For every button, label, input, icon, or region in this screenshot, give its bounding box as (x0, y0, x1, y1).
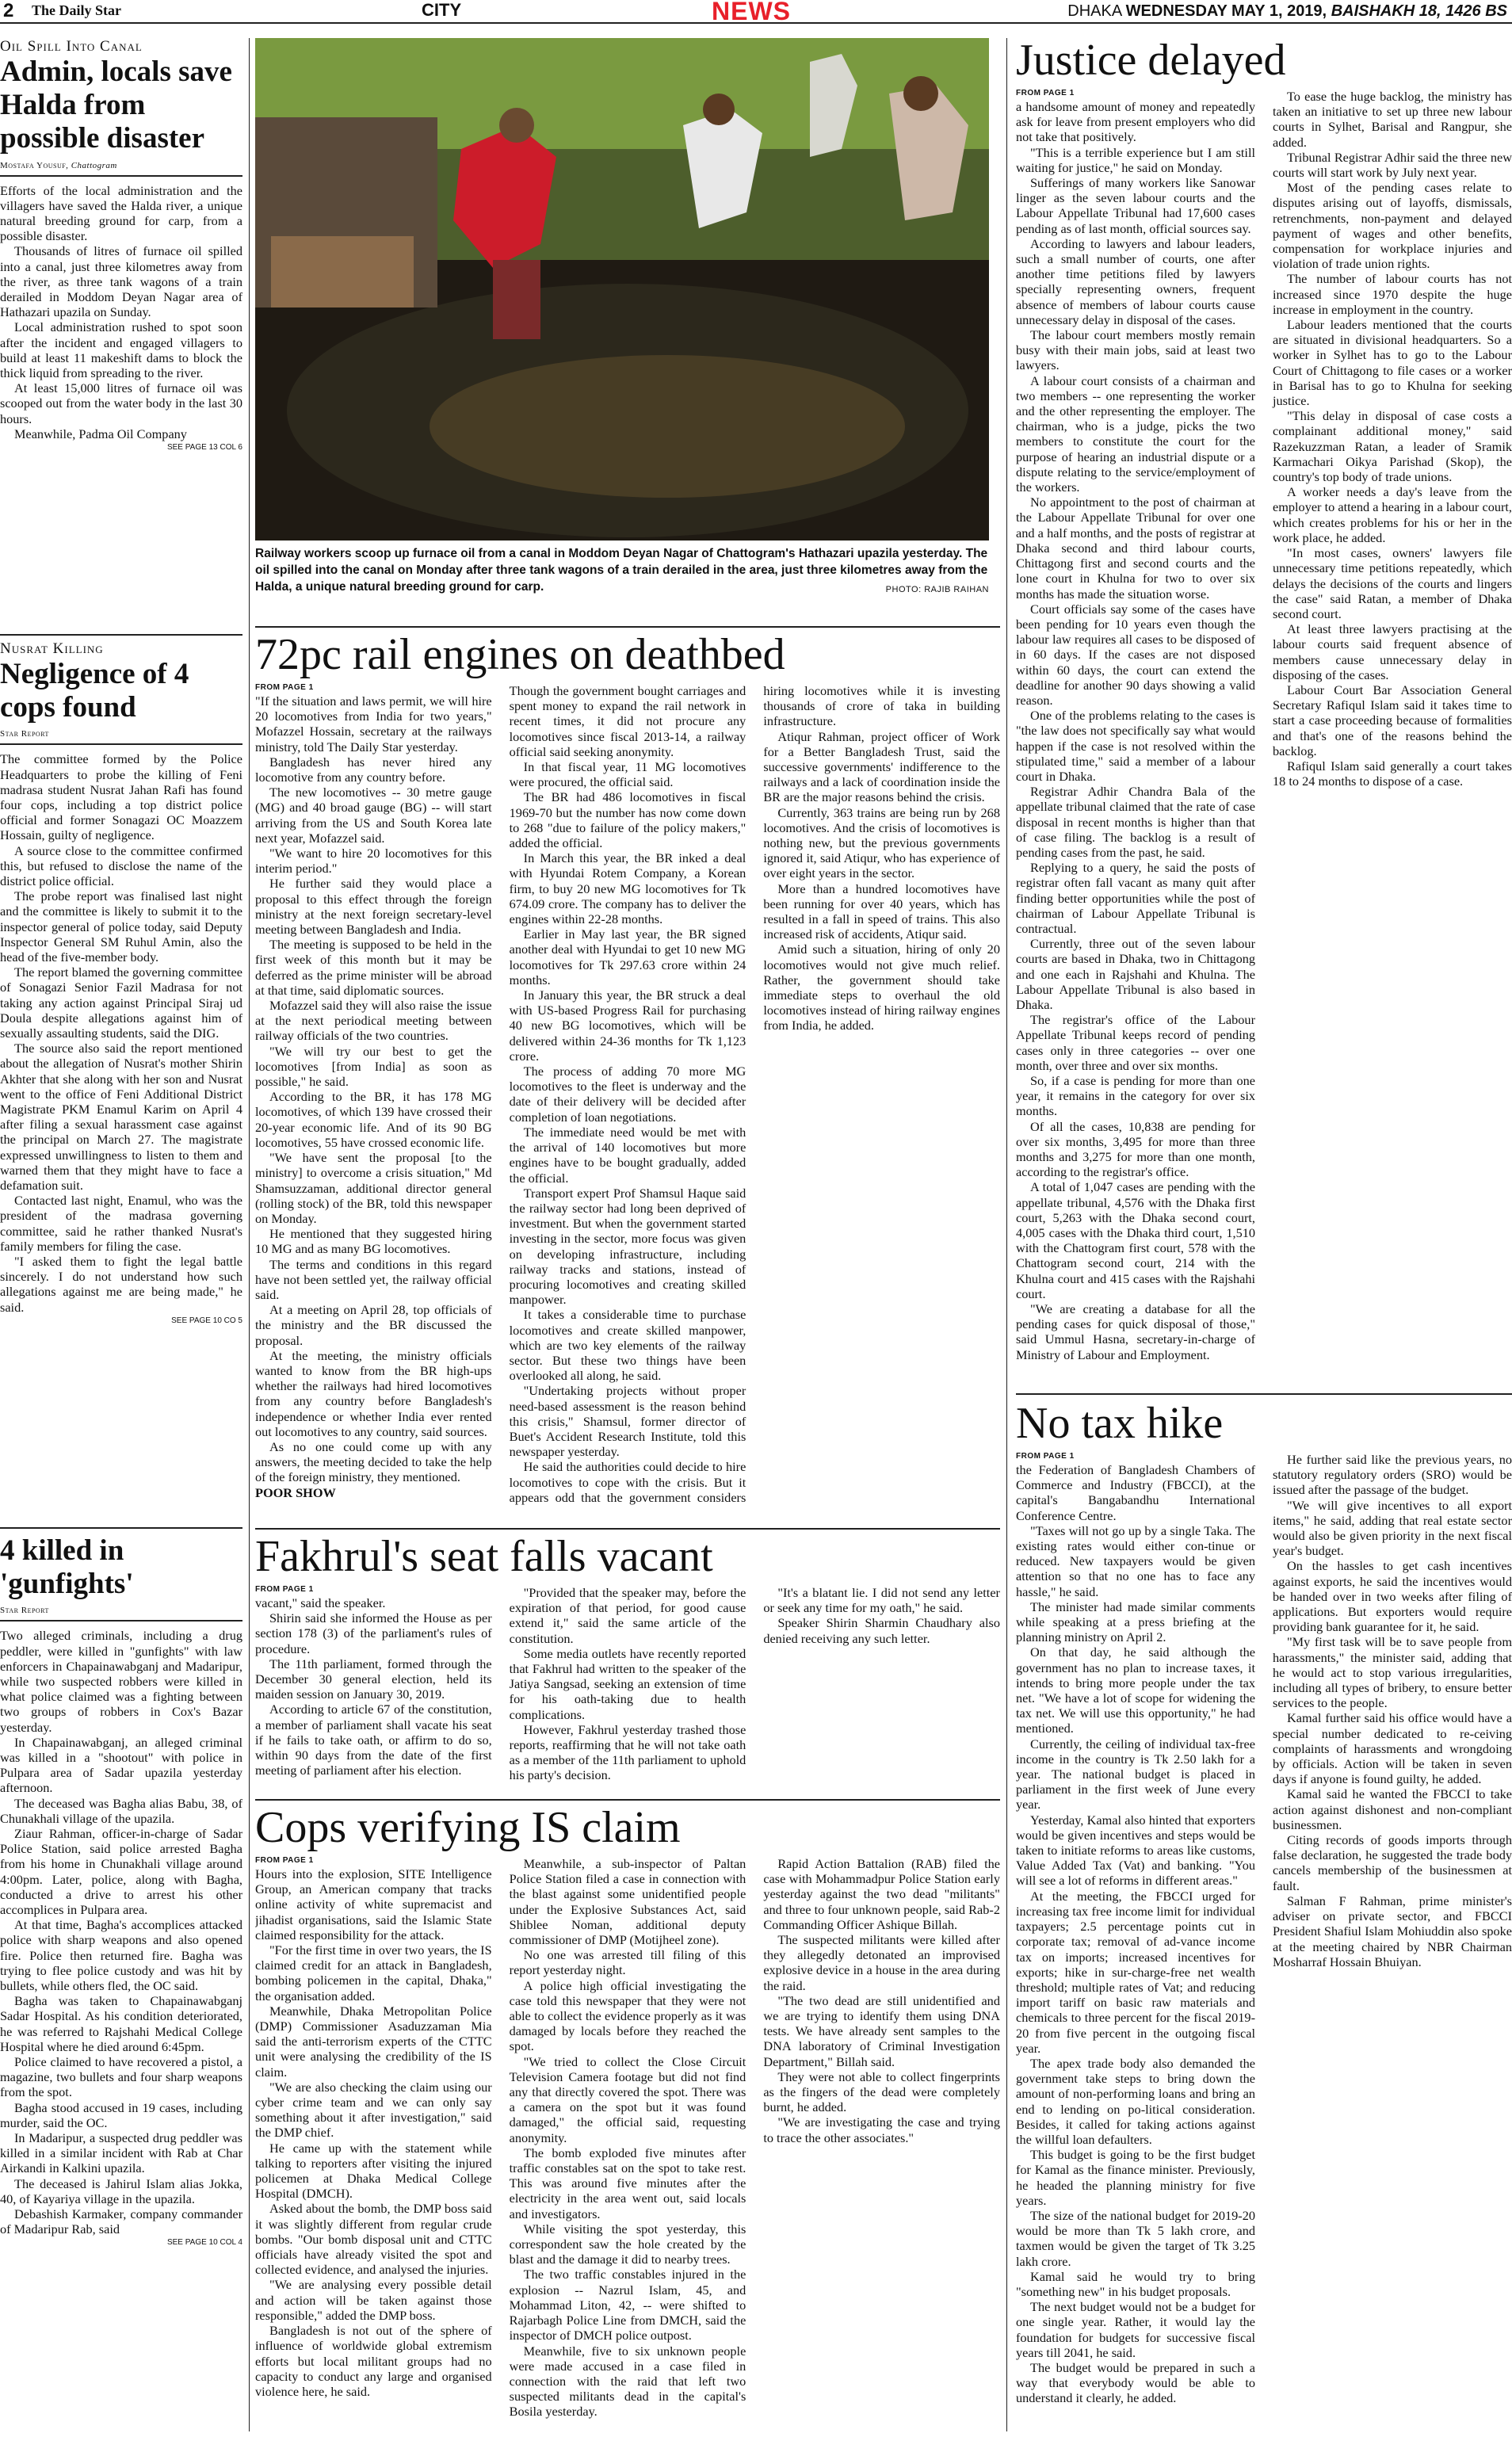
headline: Fakhrul's seat falls vacant (255, 1534, 713, 1581)
article-body: FROM PAGE 1 "If the situation and laws permit, we will hire 20 locomotives from India for two years," Mofazzel Hossain, secretary at the railways ministry, told The Daily Star yesterday. Bangladesh has never hired any locomotive from any country before. The new locomotives -- 30 metre gauge (MG) and 40 broad gauge (BG) -- will start arriving from the US and South Korea late next year, Mofazzel said. "We want to hire 20 locomotives for this interim period." He further said they would place a proposal to this effect through the foreign ministry at the next foreign secretary-level meeting between Bangladesh and India. The meeting is supposed to be held in the first week of this month but it may be deferred as the prime minister will be abroad at that time, said diplomatic sources. Mofazzel said they will also raise the issue at the next periodical meeting between railway officials of the two countries. "We will try our best to get the locomotives [from India] as soon as possible," he said. According to the BR, it has 178 MG locomotives, of which 139 have crossed their 20-year economic life. And of its 90 BG locomotives, 55 have crossed economic life. "We have sent the proposal [to the ministry] to overcome a crisis situation," Md Shamsuzzaman, additional director general (rolling stock) of the BR, told this newspaper on Monday. He mentioned that they suggested hiring 10 MG and as many BG locomotives. The terms and conditions in this regard have not been settled yet, the railway official said. At a meeting on April 28, top officials of the ministry and the BR discussed the proposal. At the meeting, the ministry officials wanted to know from the BR high-ups whether the railways had hired locomotives from any country before Bangladesh's independence or whether India ever rented out locomotives to any country, said sources. As no one could come up with any answers, the meeting decided to take the help of the foreign ministry, they mentioned. POOR SHOW Though the government bought carriages and spent money to expand the rail network in recent times, it did not procure any locomotives since fiscal 2013-14, a railway official said seeking anonymity. In that fiscal year, 11 MG locomotives were procured, the official said. The BR had 486 locomotives in fiscal 1969-70 but the number has now come down to 268 "due to failure of the policy makers," added the official. In March this year, the BR inked a deal with Hyundai Rotem Company, a Korean firm, to buy 20 new MG locomotives for Tk 674.09 crore. The company has to deliver the engines within 22-28 months. Earlier in May last year, the BR signed another deal with Hyundai to get 10 new MG locomotives for Tk 297.63 crore within 24 months. In January this year, the BR struck a deal with US-based Progress Rail for purchasing 40 new BG locomotives, which will be delivered within 24-36 months for Tk 1,123 crore. The process of adding 70 more MG locomotives to the fleet is underway and the date of their delivery will be decided after completion of loan negotiations. The immediate need would be met with the arrival of 140 locomotives but more engines have to be bought gradually, added the official. Transport expert Prof Shamsul Haque said the railway sector had long been deprived of investment. But when the government started investing in the sector, more focus was given on developing infrastructure, including railway tracks and stations, instead of procuring locomotives and creating skilled manpower. It takes a considerable time to purchase locomotives and create skilled manpower, which are two key elements of the railway sector. But these two things have been overlooked all along, he said. "Undertaking projects without proper need-based assessment is the reason behind this crisis," Shamsul, former director of Buet's Accident Research Institute, told this newspaper yesterday. He said the authorities could decide to hire locomotives to cope with the crisis. But it appears odd that the government considers hiring locomotives while it is investing thousands of crore of taka in building infrastructure. Atiqur Rahman, project officer of Work for a Better Bangladesh Trust, said the successive governments' indifference to the railways and a lack of coordination inside the BR are the major reasons behind the crisis. Currently, 363 trains are being run by 268 locomotives. And the crisis of locomotives is nothing new, but the previous governments ignored it, said Atiqur, who has experience of over eight years in the sector. More than a hundred locomotives have been running for over 40 years, which has resulted in a fall in speed of trains. This also increased risk of accidents, Atiqur said. Amid such a situation, hiring of only 20 locomotives would not give much relief. Rather, the government should take immediate steps to overhaul the old locomotives instead of hiring railway engines from India, he added. (255, 683, 1000, 1505)
divider (255, 1799, 1000, 1801)
kicker: Oil Spill Into Canal (0, 38, 143, 55)
photo-illustration (255, 38, 989, 540)
headline: Admin, locals save Halda from possible disaster (0, 55, 232, 155)
kicker: Nusrat Killing (0, 640, 104, 657)
photo-caption: Railway workers scoop up furnace oil from a canal in Moddom Deyan Nagar of Chattogram's Hathazari upazila yesterday. The oil spilled into the canal on Monday after three tank wagons of a train derailed in the area, just three kilometres away from the Halda, a unique natural breeding ground for carp. PHOTO: RAJIB RAIHAN (255, 545, 989, 609)
article-justice-delayed (1016, 38, 1512, 1385)
from-page: FROM PAGE 1 (1016, 89, 1075, 97)
news-photo (255, 38, 989, 540)
article-rail (255, 632, 1000, 1525)
divider (1016, 1393, 1512, 1395)
article-halda (0, 38, 242, 609)
dateline: DHAKA WEDNESDAY MAY 1, 2019, BAISHAKH 18, 1426 BS (1067, 2, 1507, 20)
jump-line: SEE PAGE 10 CO 5 (171, 1316, 242, 1325)
article-no-tax-hike (1016, 1401, 1512, 2434)
divider (255, 1528, 1000, 1530)
divider (0, 634, 242, 636)
news-label: NEWS (712, 0, 791, 24)
headline: Justice delayed (1016, 38, 1286, 85)
paper-logo: The Daily Star (32, 2, 122, 18)
article-body: The committee formed by the Police Headquarters to probe the killing of Feni madrasa student Nusrat Jahan Rafi has found four cops, including a top district police official and former Sonagazi OC Moazzem Hossain, guilty of negligence. A source close to the committee confirmed this, but refused to disclose the name of the district police official. The probe report was finalised last night and the committee is likely to submit it to the inspector general of police today, said Deputy Inspector General SM Ruhul Amin, also the head of the five-member body. The report blamed the governing committee of Sonagazi Senior Fazil Madrasa for not taking any action against Principal Siraj ud Doula despite allegations against him of sexually assaulting students, said the DIG. The source also said the report mentioned about the allegation of Nusrat's mother Shirin Akhter that she along with her son and Nusrat went to the office of Feni Additional District Magistrate PKM Enamul Karim on April 4 after filing a sexual harassment case against the principal on March 27. The magistrate expressed unwillingness to listen to them and warned them that they might have to face a defamation suit. Contacted last night, Enamul, who was the president of the madrasa governing committee, said he rather thanked Nusrat's family members for filing the case. "I asked them to fight the legal battle sincerely. I do not understand how such allegations against me are being made," he said. SEE PAGE 10 CO 5 (0, 751, 242, 1325)
headline: Cops verifying IS claim (255, 1805, 681, 1852)
jump-line: SEE PAGE 13 COL 6 (166, 442, 242, 452)
article-fakhrul (255, 1534, 1000, 1796)
headline: Negligence of 4 cops found (0, 658, 189, 724)
from-page: FROM PAGE 1 (1016, 1452, 1075, 1461)
from-page: FROM PAGE 1 (255, 1856, 314, 1865)
divider (0, 1620, 242, 1621)
jump-line: SEE PAGE 10 COL 4 (166, 2238, 242, 2248)
byline: Mostafa Yousuf, Chattogram (0, 160, 117, 170)
article-is-claim (255, 1805, 1000, 2434)
column-rule (249, 38, 250, 2431)
article-body: Efforts of the local administration and the villagers have saved the Halda river, a unique natural breeding ground for carp, from a possible disaster. Thousands of litres of furnace oil spilled into a canal, just three kilometres away from the river, as three tank wagons of a train derailed in Moddom Deyan Nagar area of Hathazari upazila on Sunday. Local administration rushed to spot soon after the incident and engaged villagers to build at least 11 makeshift dams to block the thick liquid from spreading to the river. At least 15,000 litres of furnace oil was scooped out from the water body in the last 30 hours. Meanwhile, Padma Oil Company SEE PAGE 13 COL 6 (0, 182, 242, 452)
article-nusrat (0, 640, 242, 1523)
section-label: CITY (422, 0, 462, 20)
article-body: Two alleged criminals, including a drug peddler, were killed in "gunfights" with law enforcers in Chapainawabganj and Madaripur, while two suspected robbers were killed in what police claimed was a fighting between two groups of robbers in Cox's Bazar yesterday. In Chapainawabganj, an alleged criminal was killed in a "shootout" with police in Pulpara area of Sadar upazila yesterday afternoon. The deceased was Bagha alias Babu, 38, of Chunakhali village of the upazila. Ziaur Rahman, officer-in-charge of Sadar Police Station, said police arrested Bagha from his home in Chunakhali village around 4:00pm. Later, police, along with Bagha, conducted a drive to arrest his other accomplices in Pulpara area. At that time, Bagha's accomplices attacked police with sharp weapons and also opened fire. Police then returned fire. Bagha was trying to flee police custody and was hit by bullets, while others fled, the OC said. Bagha was taken to Chapainawabganj Sadar Hospital. As his condition deteriorated, he was referred to Rajshahi Medical College Hospital where he died around 6:45pm. Police claimed to have recovered a pistol, a magazine, two bullets and four sharp weapons from the spot. Bagha stood accused in 19 cases, including murder, said the OC. In Madaripur, a suspected drug peddler was killed in a similar incident with Rab at Char Airkandi in Kalkini upazila. The deceased is Jahirul Islam alias Jokka, 40, of Kayariya village in the upazila. Debashish Karmaker, company commander of Madaripur Rab, said SEE PAGE 10 COL 4 (0, 1628, 242, 2248)
from-page: FROM PAGE 1 (255, 1585, 314, 1594)
article-gunfights (0, 1534, 242, 2434)
page-number: 2 (3, 0, 14, 21)
divider (0, 175, 242, 177)
divider (0, 743, 242, 745)
photo-credit: PHOTO: RAJIB RAIHAN (885, 585, 989, 594)
article-body: FROM PAGE 1 the Federation of Bangladesh Chambers of Commerce and Industry (FBCCI), at the capital's Bangabandhu International Conference Centre. "Taxes will not go up by a single Taka. The existing rates would either con-tinue or reduced. New taxpayers would be given attention so that no one has to face any hassle," he said. The minister had made similar comments while speaking at a press briefing at the planning ministry on April 2. On that day, he said although the government has no plan to increase taxes, it intends to bring more people under the tax net. "We have a lot of scope for widening the tax net. We will use this opportunity," he had mentioned. Currently, the ceiling of individual tax-free income in the country is Tk 2.50 lakh for a year. The national budget is placed in parliament in the first week of June every year. Yesterday, Kamal also hinted that exporters would be given incentives and steps would be taken to initiate reforms to areas like customs, Value Added Tax (Vat) and banking. "You will see a lot of reforms in different areas." At the meeting, the FBCCI urged for increasing tax free income limit for individual taxpayers; 2.5 percentage points cut in corporate tax; removal of ad-vance income tax on imports; increased incentives for exports; hike in sur-charge-free net wealth threshold; multiple rates of Vat; and reducing import tariff on basic raw materials and chemicals to three percent for the fiscal 2019-20 from five percent in the outgoing fiscal year. The apex trade body also demanded the government take steps to bring down the amount of non-performing loans and bring an end to lending on po-litical consideration. Besides, it called for taking actions against the willful loan defaulters. This budget is going to be the first budget for Kamal as the finance minister. Previously, he headed the planning ministry for five years. The size of the national budget for 2019-20 would be more than Tk 5 lakh crore, and taxmen would be given the target of Tk 3.25 lakh crore. Kamal said he would try to bring "something new" in his budget proposals. The next budget would not be a budget for one single year. Rather, it would lay the foundation for budgets for successive fiscal years till 2041, he said. The budget would be prepared in such a way that everybody would be able to understand it clearly, he added. He further said like the previous years, no statutory regulatory orders (SRO) would be issued after the passage of the budget. "We will give incentives to all export items," he said, adding that real estate sector would also be given priority in the next fiscal year's budget. On the hassles to get cash incentives against exports, he said the incentives would be handed over in two weeks after filing of applications. But exporters would require providing bank guarantee for it, he said. "My first task will be to save people from harassments," the minister said, adding that he would act to stop various irregularities, including all types of bribery, to ensure better services to the people. Kamal further said his office would have a special number dedicated to re-ceiving complaints of harassments and wrongdoing by officials. Action will be taken in seven days if anyone is found guilty, he added. Kamal said he wanted the FBCCI to take action against dishonest and non-compliant businessmen. Citing records of goods imports through false declaration, he suggested the trade body cancels membership of the businessmen at fault. Salman F Rahman, prime minister's adviser on private sector, and FBCCI President Shafiul Islam Mohiuddin also spoke at the meeting chaired by NBR Chairman Mosharraf Hossain Bhuiyan. (1016, 1452, 1512, 2406)
article-body: FROM PAGE 1 a handsome amount of money and repeatedly ask for leave from present employers who did not take that positively. "This is a terrible experience but I am still waiting for justice," he said on Monday. Sufferings of many workers like Sanowar linger as the seven labour courts and the Labour Appellate Tribunal had 17,600 cases pending as of last month, official sources say. According to lawyers and labour leaders, such a small number of courts, one after another time petitions filed by lawyers specially representing owners, frequent absence of members of labour courts cause unnecessary delay in disposal of the cases. The labour court members mostly remain busy with their main jobs, said at least two lawyers. A labour court consists of a chairman and two members -- one representing the worker and the other representing the employer. The chairman, who is a judge, picks the two members to constitute the court for the purpose of hearing an industrial dispute or a dispute relating to the service/employment of the workers. No appointment to the post of chairman at the Labour Appellate Tribunal for over one and a half months, and the posts of registrar at Dhaka second and third labour courts, Chittagong first and second courts and the lone court in Khulna for two to over six months has made the situation worse. Court officials say some of the cases have been pending for 10 years even though the labour law requires all cases to be disposed of in 60 days. If the cases are not disposed within 60 days, the court can extend the deadline for another 90 days showing a valid reason. One of the problems relating to the cases is "the law does not specifically say what would happen if the case is not resolved within the stipulated time," said a member of a labour court in Dhaka. Registrar Adhir Chandra Bala of the appellate tribunal claimed that the rate of case disposal in recent months is higher than that of case filing. The backlog is a result of pending cases from the past, he said. Replying to a query, he said the posts of registrar often fall vacant as many quit after finding better opportunities while the post of chairman of Labour Appellate Tribunal is contractual. Currently, three out of the seven labour courts are based in Dhaka, two in Chittagong and one each in Rajshahi and Khulna. The Labour Appellate Tribunal is also based in Dhaka. The registrar's office of the Labour Appellate Tribunal keeps record of pending cases only in three categories -- over one month, over three and over six months. So, if a case is pending for more than one year, it remains in the category for over six months. Of all the cases, 10,838 are pending for over six months, 3,495 for more than three months and 3,275 for more than one month, according to the registrar's office. A total of 1,047 cases are pending with the appellate tribunal, 4,576 with the Dhaka first court, 5,263 with the Dhaka second court, 4,005 cases with the Dhaka third court, 1,510 with the Chattogram first court, 578 with the Chattogram second court, 214 with the Khulna court and 415 cases with the Rajshahi court. "We are creating a database for all the pending cases for quick disposal of those," said Ummul Hasna, secretary-in-charge of Ministry of Labour and Employment. To ease the huge backlog, the ministry has taken an initiative to set up three new labour courts in Sylhet, Barisal and Rangpur, she added. Tribunal Registrar Adhir said the three new courts will start work by July next year. Most of the pending cases relate to disputes arising out of layoffs, dismissals, retrenchments, non-payment and delayed payment of wages and other benefits, compensation for workplace injuries and violation of trade union rights. The number of labour courts has not increased since 1970 despite the huge increase in employment in the country. Labour leaders mentioned that the courts are situated in divisional headquarters. So a worker in Sylhet has to go to the Labour Court of Chittagong to file cases or a worker in Barisal has to go to Khulna for seeking justice. "This delay in disposal of case costs a complainant additional money," said Razekuzzman Ratan, a leader of Sramik Karmachari Oikya Parishad (Skop), the country's top body of trade unions. A worker needs a day's leave from the employer to attend a hearing in a labour court, which creates problems for his or her in the work place, he added. "In most cases, owners' lawyers file unnecessary time petitions repeatedly, which delays the decisions of the courts and lingers the case" said Ratan, a member of Dhaka second court. At least three lawyers practising at the labour courts said frequent absence of members cause unnecessary delay in disposing of the cases. Labour Court Bar Association General Secretary Rafiqul Islam said it takes time to start a case proceeding because of formalities and that's one of the reasons behind the backlog. Rafiqul Islam said generally a court takes 18 to 24 months to dispose of a case. (1016, 89, 1512, 1362)
subhead: POOR SHOW (255, 1484, 336, 1500)
column-rule (1006, 38, 1007, 2431)
article-body: FROM PAGE 1 vacant," said the speaker. Shirin said she informed the House as per section 178 (3) of the parliament's rules of procedure. The 11th parliament, formed through the December 30 general election, held its maiden session on January 30, 2019. According to article 67 of the constitution, a member of parliament shall vacate his seat if he fails to take oath, or affirm to do so, within 90 days from the date of the first meeting of parliament after his election. "Provided that the speaker may, before the expiration of that period, for good cause extend it," said the same article of the constitution. Some media outlets have recently reported that Fakhrul had written to the speaker of the Jatiya Sangsad, seeking an extension of time for his oath-taking due to health complications. However, Fakhrul yesterday trashed those reports, reaffirming that he will not take oath as a member of the 11th parliament to uphold his party's decision. "It's a blatant lie. I did not send any letter or seek any time for my oath," he said. Speaker Shirin Sharmin Chaudhary also denied receiving any such letter. (255, 1585, 1000, 1783)
article-body: FROM PAGE 1 Hours into the explosion, SITE Intelligence Group, an American company that tracks online activity of white supremacist and jihadist organisations, said the Islamic State claimed responsibility for the attack. "For the first time in over two years, the IS claimed credit for an attack in Bangladesh, bombing policemen in the capital, Dhaka," the organisation added. Meanwhile, Dhaka Metropolitan Police (DMP) Commissioner Asaduzzaman Mia said the anti-terrorism experts of the CTTC unit were analysing the credibility of the IS claim. "We are also checking the claim using our cyber crime team and we can only say something about it after investigation," said the DMP chief. He came up with the statement while talking to reporters after visiting the injured policemen at Dhaka Medical College Hospital (DMCH). Asked about the bomb, the DMP boss said it was slightly different from regular crude bombs. "Our bomb disposal unit and CTTC officials have already visited the spot and collected evidence, and analysed the injuries. "We are analysing every possible detail and action will be taken against those responsible," added the DMP boss. Bangladesh is not out of the sphere of influence of worldwide global extremism efforts but local militant groups had no capacity to conduct any large and organised violence here, he said. Meanwhile, a sub-inspector of Paltan Police Station filed a case in connection with the blast against some unidentified people under the Explosive Substances Act, said Shiblee Noman, additional deputy commissioner of DMP (Motijheel zone). No one was arrested till filing of this report yesterday night. A police high official investigating the case told this newspaper that they were not able to collect the evidence properly as it was damaged by locals before they reached the spot. "We tried to collect the Close Circuit Television Camera footage but did not find any that directly covered the spot. There was a camera on the spot but it was found damaged," the official said, requesting anonymity. The bomb exploded five minutes after traffic constables sat on the spot to take rest. This was around five minutes after the electricity in the area went out, said locals and investigators. While visiting the spot yesterday, this correspondent saw the hole created by the blast and the damage it did to nearby trees. The two traffic constables injured in the explosion -- Nazrul Islam, 45, and Mohammad Liton, 42, -- were shifted to Rajarbagh Police Line from DMCH, said the inspector of DMCH police outpost. Meanwhile, five to six unknown people were made accused in a case filed in connection with the raid that left two suspected militants dead in the capital's Bosila yesterday. Rapid Action Battalion (RAB) filed the case with Mohammadpur Police Station early yesterday against the two dead "militants" and three to four unknown people, said Rab-2 Commanding Officer Ashique Billah. The suspected militants were killed after they allegedly detonated an improvised explosive device in a house in the area during the raid. "The two dead are still unidentified and we are trying to identify them using DNA tests. We have already sent samples to the DNA laboratory of Criminal Investigation Department," Billah said. They were not able to collect fingerprints as the fingers of the dead were completely burnt, he added. "We are investigating the case and trying to trace the other associates." (255, 1856, 1000, 2420)
divider (255, 626, 1000, 628)
byline: Star Report (0, 1606, 49, 1616)
masthead (0, 0, 1512, 24)
divider (0, 1527, 242, 1529)
byline: Star Report (0, 729, 49, 739)
headline: 72pc rail engines on deathbed (255, 632, 785, 679)
headline: No tax hike (1016, 1401, 1224, 1448)
headline: 4 killed in 'gunfights' (0, 1534, 134, 1601)
from-page: FROM PAGE 1 (255, 683, 314, 692)
